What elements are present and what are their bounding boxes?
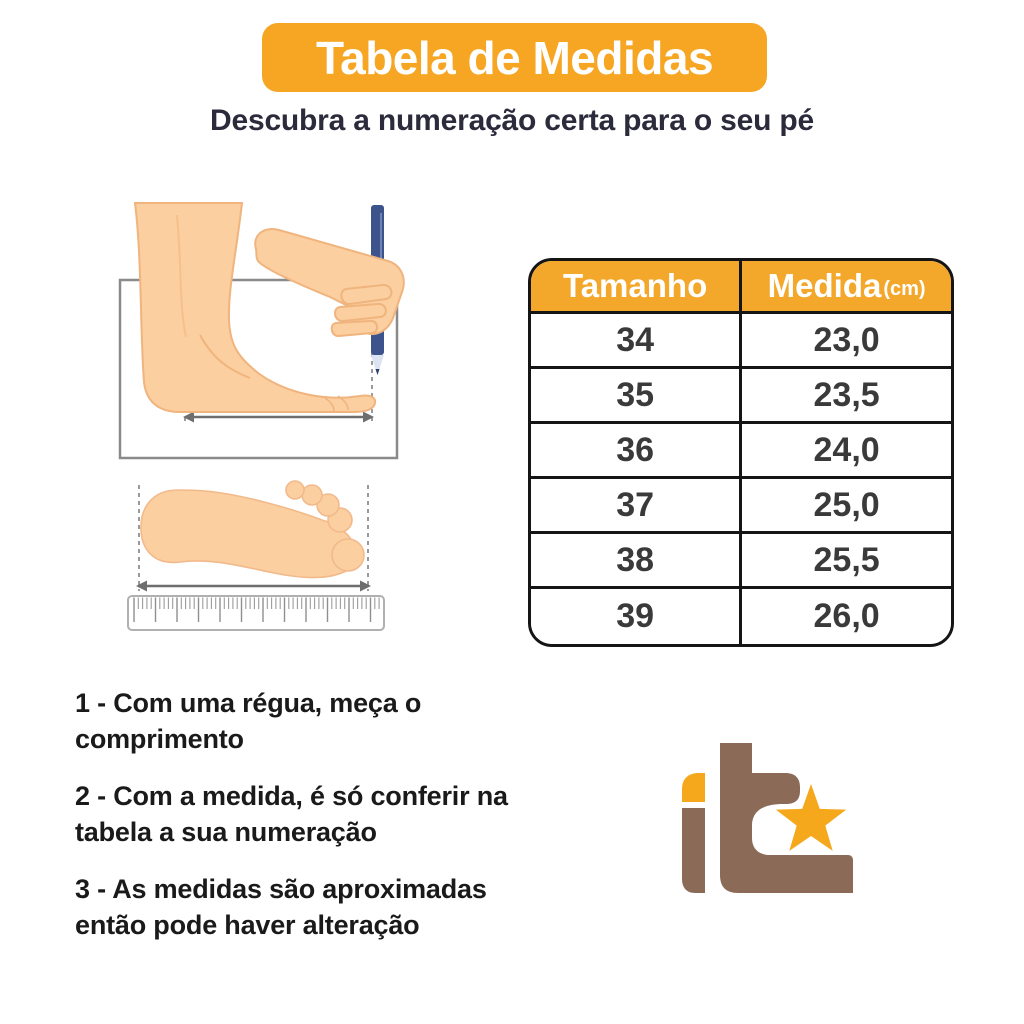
ruler bbox=[128, 596, 384, 630]
instructions bbox=[75, 686, 547, 964]
table-row-measure: 23,5 bbox=[742, 369, 951, 424]
table-row-measure: 24,0 bbox=[742, 424, 951, 479]
it-logo bbox=[680, 742, 855, 894]
foot-sole-ruler-illustration bbox=[90, 460, 470, 660]
table-row-measure: 25,5 bbox=[742, 534, 951, 589]
table-row-size: 35 bbox=[531, 369, 742, 424]
unit-label: (cm) bbox=[883, 277, 926, 300]
table-row-size: 38 bbox=[531, 534, 742, 589]
table-row-size: 39 bbox=[531, 589, 742, 644]
measurement-arrow bbox=[136, 581, 371, 592]
foot-measuring-illustration bbox=[80, 185, 500, 485]
table-row-measure: 26,0 bbox=[742, 589, 951, 644]
logo-i-stem bbox=[682, 808, 705, 893]
size-table bbox=[528, 258, 954, 647]
foot-sole bbox=[141, 481, 364, 578]
table-row-size: 36 bbox=[531, 424, 742, 479]
instruction-step-3: 3 - As medidas são aproximadas então pode haver alteração bbox=[75, 873, 487, 940]
page-title: Tabela de Medidas bbox=[315, 31, 714, 84]
logo-i-dot bbox=[682, 773, 705, 802]
instruction-step-2: 2 - Com a medida, é só conferir na tabela a sua numeração bbox=[75, 780, 508, 847]
instruction-step-1: 1 - Com uma régua, meça o comprimento bbox=[75, 688, 422, 754]
title-banner bbox=[262, 23, 767, 92]
table-row-size: 37 bbox=[531, 479, 742, 534]
subtitle: Descubra a numeração certa para o seu pé bbox=[210, 104, 814, 137]
table-row-size: 34 bbox=[531, 314, 742, 369]
column-header-medida: Medida (cm) bbox=[742, 261, 951, 314]
column-header-tamanho: Tamanho bbox=[531, 261, 742, 314]
table-row-measure: 25,0 bbox=[742, 479, 951, 534]
table-row-measure: 23,0 bbox=[742, 314, 951, 369]
